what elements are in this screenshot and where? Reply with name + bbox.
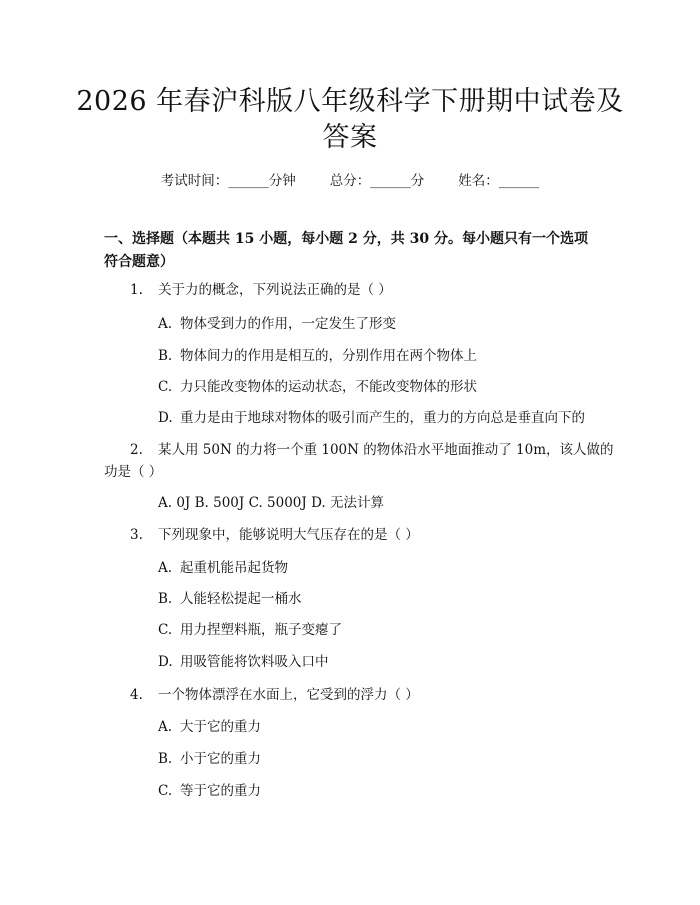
question-number: 2.: [130, 442, 143, 458]
time-blank: ______: [228, 173, 269, 189]
option-text: 等于它的重力: [180, 783, 261, 799]
option-item: [158, 749, 261, 769]
time-label: 考试时间：: [160, 173, 229, 189]
option-item: [158, 717, 261, 737]
option-item: [158, 346, 477, 366]
score-label: 总分：: [329, 173, 371, 189]
option-letter: A.: [158, 719, 173, 735]
exam-info-row: [0, 169, 700, 189]
question-number: 4.: [130, 687, 143, 703]
option-item: [158, 781, 261, 801]
option-item: [158, 589, 302, 609]
option-letter: D.: [158, 654, 173, 670]
option-letter: A.: [158, 560, 173, 576]
question-stem-line2: 功是（ ）: [104, 464, 163, 480]
question-number: 1.: [130, 282, 143, 298]
score-unit: 分: [410, 173, 425, 189]
section-heading-choice: 一、选择题（本题共 15 小题，每小题 2 分，共 30 分。每小题只有一个选项符合题意）: [104, 231, 588, 270]
question-stem: 一个物体漂浮在水面上，它受到的浮力（ ）: [158, 687, 419, 703]
option-item: [158, 377, 477, 397]
option-text: 物体间力的作用是相互的，分别作用在两个物体上: [180, 348, 477, 364]
option-text: 力只能改变物体的运动状态，不能改变物体的形状: [180, 379, 477, 395]
question-number: 3.: [130, 527, 143, 543]
option-letter: C.: [158, 379, 173, 395]
option-text: 用力捏塑料瓶，瓶子变瘪了: [180, 622, 342, 638]
option-letter: D.: [158, 410, 173, 426]
time-unit: 分钟: [268, 173, 296, 189]
option-letter: B.: [158, 348, 173, 364]
name-label: 姓名：: [458, 173, 499, 189]
option-text: 物体受到力的作用，一定发生了形变: [180, 316, 396, 332]
option-letter: A.: [158, 316, 173, 332]
option-text: 用吸管能将饮料吸入口中: [180, 654, 329, 670]
option-letter: C.: [158, 783, 173, 799]
option-item: [158, 558, 288, 578]
option-letter: C.: [158, 622, 173, 638]
option-text: 人能轻松提起一桶水: [180, 591, 302, 607]
option-text: 重力是由于地球对物体的吸引而产生的，重力的方向总是垂直向下的: [180, 410, 585, 426]
option-item: [158, 652, 329, 672]
exam-title-line1: 2026 年春沪科版八年级科学下册期中试卷及: [76, 86, 624, 117]
question-stem: 关于力的概念，下列说法正确的是（ ）: [158, 282, 392, 298]
option-text: 小于它的重力: [180, 751, 261, 767]
option-letter: B.: [158, 751, 173, 767]
question-stem: 下列现象中，能够说明大气压存在的是（ ）: [158, 527, 419, 543]
option-item: [158, 408, 585, 428]
option-letter: B.: [158, 591, 173, 607]
option-text: 起重机能吊起货物: [180, 560, 288, 576]
question-stem-line1: 某人用 50N 的力将一个重 100N 的物体沿水平地面推动了 10m，该人做的: [158, 442, 614, 458]
score-blank: ______: [370, 173, 411, 189]
exam-title-line2: 答案: [322, 122, 378, 153]
option-item: [158, 314, 396, 334]
name-blank: ______: [498, 173, 540, 189]
options-inline: A. 0J B. 500J C. 5000J D. 无法计算: [158, 495, 385, 511]
option-text: 大于它的重力: [180, 719, 261, 735]
option-item: [158, 620, 342, 640]
